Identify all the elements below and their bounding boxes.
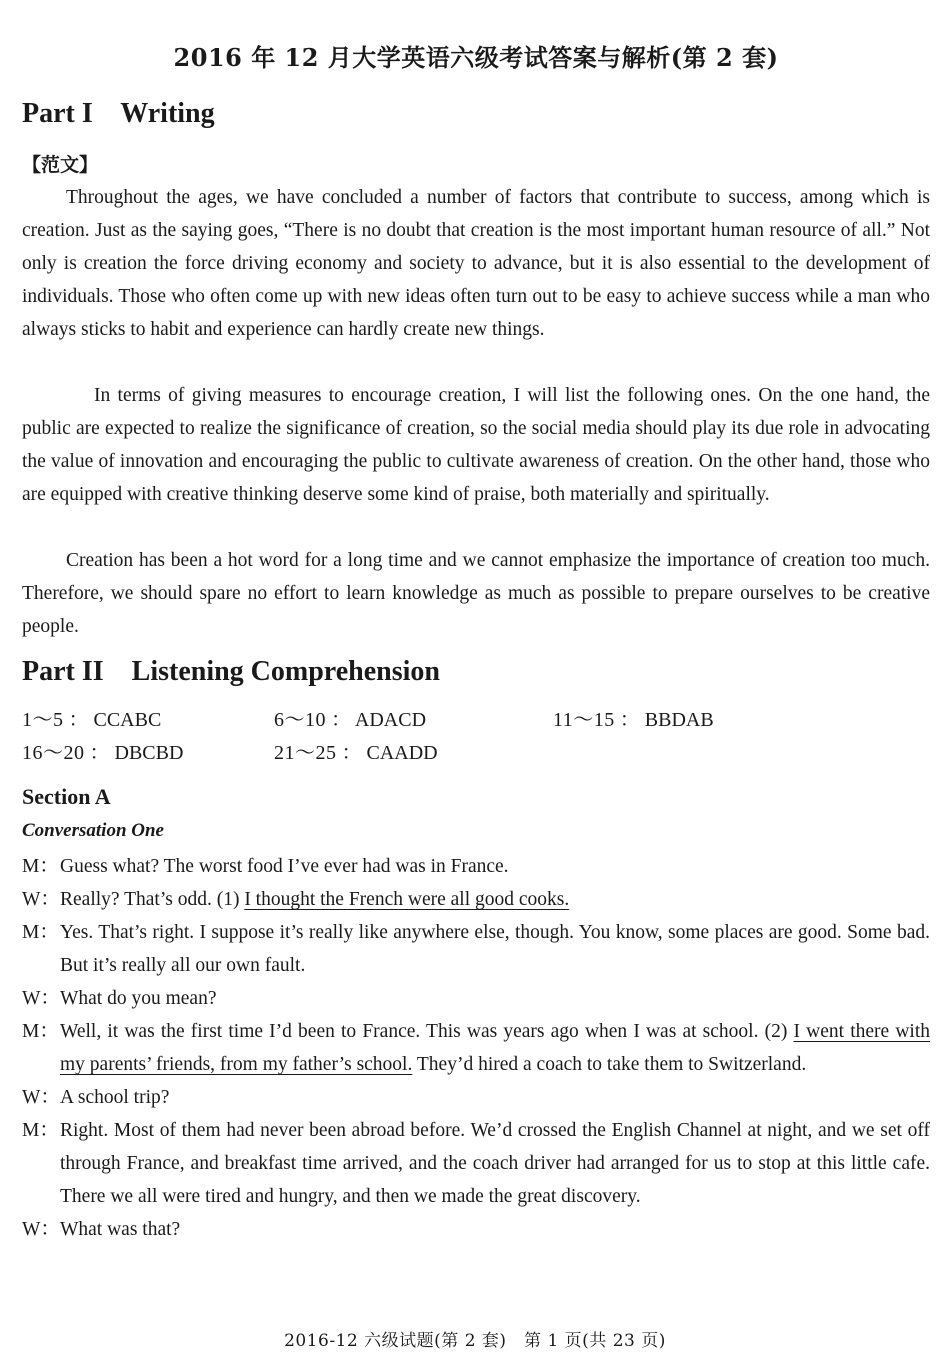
essay-paragraph-1: Throughout the ages, we have concluded a number of factors that contribute to success, among which is creation. Just as the saying goes, “There is no doubt that creation is the most important human resource of all.” Not only is creation the force driving economy and society to advance, but it is also essential to the development of individuals. Those who often come up with new ideas often turn out to be easy to achieve success while a man who always sticks to habit and experience can hardly create new things. bbox=[22, 187, 930, 340]
speaker-label: W： bbox=[22, 1219, 60, 1240]
answer-value: CCABC bbox=[93, 709, 162, 731]
page-footer: 2016-12 六级试题(第 2 套) 第 1 页(共 23 页) bbox=[284, 1331, 666, 1351]
dialogue-turn bbox=[22, 982, 930, 1015]
dialogue-turn bbox=[22, 916, 930, 982]
answer-range: 6～10 bbox=[274, 709, 326, 731]
dialogue-turn bbox=[22, 883, 930, 916]
page-title: 2016 年 12 月大学英语六级考试答案与解析(第 2 套) bbox=[173, 43, 779, 72]
turn-text: Guess what? The worst food I’ve ever had was in France. bbox=[60, 856, 509, 877]
turn-text: Right. Most of them had never been abroad before. We’d crossed the English Channel at night, and we set off through France, and breakfast time arrived, and the coach driver had arranged for us to stop at this little cafe. There we all were tired and hungry, and then we made the great discovery. bbox=[60, 1120, 930, 1207]
part1-heading: Part I Writing bbox=[22, 98, 215, 129]
turn-text: Well, it was the first time I’d been to France. This was years ago when I was at school. (2) bbox=[60, 1021, 794, 1042]
dialogue-turn bbox=[22, 1081, 930, 1114]
turn-text: What was that? bbox=[60, 1219, 181, 1240]
turn-text: A school trip? bbox=[60, 1087, 170, 1108]
part2-heading: Part II Listening Comprehension bbox=[22, 656, 440, 687]
section-heading: Section A bbox=[22, 784, 111, 809]
answer-group bbox=[22, 737, 183, 770]
turn-text: Yes. That’s right. I suppose it’s really like anywhere else, though. You know, some places are good. Some bad. But it’s really all our own fault. bbox=[60, 922, 930, 976]
answer-range: 21～25 bbox=[274, 742, 337, 764]
speaker-label: M： bbox=[22, 856, 59, 877]
answer-range: 1～5 bbox=[22, 709, 64, 731]
answer-value: BBDAB bbox=[644, 709, 714, 731]
dialogue-turn bbox=[22, 1114, 930, 1213]
dialogue-turn bbox=[22, 1213, 930, 1246]
essay-paragraph-2: In terms of giving measures to encourage creation, I will list the following ones. On the one hand, the public are expected to realize the significance of creation, so the social media should play its due role in advocating the value of innovation and encouraging the public to cultivate awareness of creation. On the other hand, those who are equipped with creative thinking deserve some kind of praise, both materially and spiritually. bbox=[22, 385, 930, 505]
answer-group bbox=[274, 737, 438, 770]
turn-text: What do you mean? bbox=[60, 988, 217, 1009]
answer-value: CAADD bbox=[366, 742, 438, 764]
speaker-label: M： bbox=[22, 1021, 59, 1042]
answer-group bbox=[22, 704, 161, 737]
answer-row bbox=[22, 704, 930, 737]
dialogue-turn bbox=[22, 1015, 930, 1081]
answer-separator: ： bbox=[326, 709, 351, 731]
answer-value: ADACD bbox=[354, 709, 427, 731]
underlined-answer-text: I went there with my parents’ friends, from my father’s school. bbox=[60, 1021, 931, 1075]
answer-group bbox=[274, 704, 426, 737]
conversation-heading: Conversation One bbox=[22, 820, 164, 841]
speaker-label: M： bbox=[22, 922, 59, 943]
answer-separator: ： bbox=[336, 742, 362, 764]
sample-essay-label: 【范文】 bbox=[22, 154, 99, 176]
turn-text: They’d hired a coach to take them to Switzerland. bbox=[412, 1054, 807, 1075]
dialogue bbox=[22, 850, 930, 1246]
answer-range: 16～20 bbox=[22, 742, 85, 764]
speaker-label: W： bbox=[22, 889, 60, 910]
answer-separator: ： bbox=[614, 709, 640, 731]
answer-value: DBCBD bbox=[114, 742, 184, 764]
answer-range: 11～15 bbox=[553, 709, 615, 731]
essay-paragraph-3: Creation has been a hot word for a long time and we cannot emphasize the importance of creation too much. Therefore, we should spare no effort to learn knowledge as much as possible to prepare ourselves to be creative people. bbox=[22, 550, 930, 637]
answer-key bbox=[22, 704, 930, 770]
speaker-label: M： bbox=[22, 1120, 59, 1141]
speaker-label: W： bbox=[22, 988, 60, 1009]
answer-separator: ： bbox=[84, 742, 110, 764]
answer-group bbox=[553, 704, 714, 737]
turn-text: Really? That’s odd. (1) bbox=[60, 889, 245, 910]
underlined-answer-text: I thought the French were all good cooks. bbox=[244, 889, 570, 910]
dialogue-turn bbox=[22, 850, 930, 883]
speaker-label: W： bbox=[22, 1087, 60, 1108]
answer-row bbox=[22, 737, 930, 770]
answer-separator: ： bbox=[63, 709, 89, 731]
